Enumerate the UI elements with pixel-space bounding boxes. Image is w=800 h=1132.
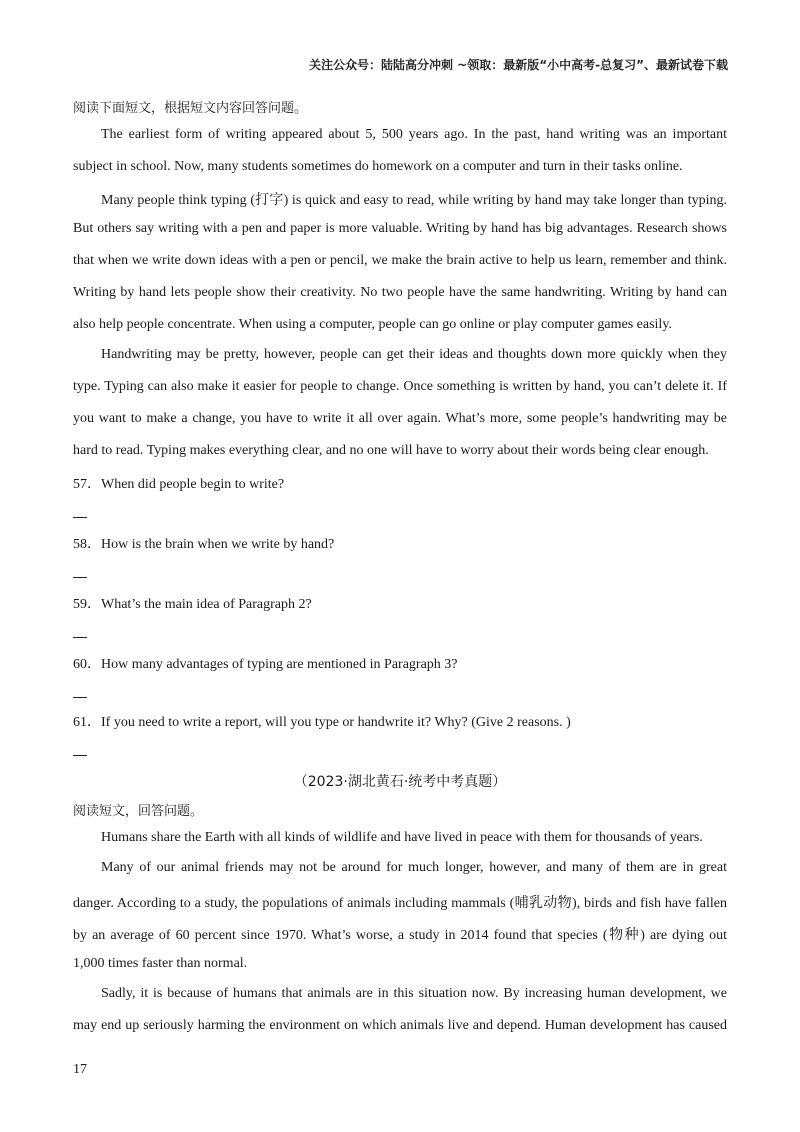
answer-blank[interactable] [73, 517, 87, 518]
page-header: 关注公众号：陆陆高分冲刺 ~领取：最新版“小中高考-总复习”、最新试卷下载 [309, 58, 728, 72]
section2-instruction: 阅读短文，回答问题。 [73, 804, 204, 819]
question-61: 61．If you need to write a report, will you type or handwrite it? Why? (Give 2 reasons. ) [73, 715, 571, 730]
question-60: 60．How many advantages of typing are mentioned in Paragraph 3? [73, 657, 458, 672]
question-57: 57．When did people begin to write? [73, 477, 285, 492]
paragraph-line: Writing by hand lets people show their creativity. No two people have the same handwriting. Writing by hand can [73, 285, 727, 300]
paragraph-line: But others say writing with a pen and paper is more valuable. Writing by hand has big advantages. Research shows [73, 221, 727, 236]
paragraph-line: that when we write down ideas with a pen or pencil, we make the brain active to help us learn, remember and think. [73, 253, 727, 268]
paragraph-line: The earliest form of writing appeared about 5, 500 years ago. In the past, hand writing was an important [101, 127, 727, 142]
paragraph-line: Many of our animal friends may not be around for much longer, however, and many of them are in great [101, 860, 727, 875]
paragraph-line: by an average of 60 percent since 1970. What’s worse, a study in 2014 found that species (物种) are dying out [73, 928, 727, 943]
paragraph-line: hard to read. Typing makes everything clear, and no one will have to worry about their words being clear enough. [73, 443, 709, 458]
paragraph-line: 1,000 times faster than normal. [73, 956, 248, 971]
source-citation: （2023·湖北黄石·统考中考真题） [293, 774, 507, 790]
section1-instruction: 阅读下面短文，根据短文内容回答问题。 [73, 101, 308, 116]
paragraph-line: type. Typing can also make it easier for people to change. Once something is written by hand, you can’t delete it. If [73, 379, 727, 394]
paragraph-line: Humans share the Earth with all kinds of wildlife and have lived in peace with them for thousands of years. [101, 830, 703, 845]
paragraph-line: Handwriting may be pretty, however, people can get their ideas and thoughts down more quickly when they [101, 347, 727, 362]
answer-blank[interactable] [73, 577, 87, 578]
paragraph-line: danger. According to a study, the populations of animals including mammals (哺乳动物), birds and fish have fallen [73, 896, 727, 911]
paragraph-line: Sadly, it is because of humans that animals are in this situation now. By increasing human development, we [101, 986, 727, 1001]
paragraph-line: you want to make a change, you have to write it all over again. What’s more, some people’s handwriting may be [73, 411, 727, 426]
paragraph-line: subject in school. Now, many students sometimes do homework on a computer and turn in their tasks online. [73, 159, 683, 174]
paragraph-line: also help people concentrate. When using a computer, people can go online or play computer games easily. [73, 317, 672, 332]
answer-blank[interactable] [73, 637, 87, 638]
question-59: 59．What’s the main idea of Paragraph 2? [73, 597, 312, 612]
question-58: 58．How is the brain when we write by hand? [73, 537, 335, 552]
paragraph-line: may end up seriously harming the environment on which animals live and depend. Human development has caused [73, 1018, 727, 1033]
answer-blank[interactable] [73, 755, 87, 756]
answer-blank[interactable] [73, 697, 87, 698]
page-number: 17 [73, 1062, 87, 1077]
paragraph-line: Many people think typing (打字) is quick and easy to read, while writing by hand may take longer than typing. [101, 193, 727, 208]
